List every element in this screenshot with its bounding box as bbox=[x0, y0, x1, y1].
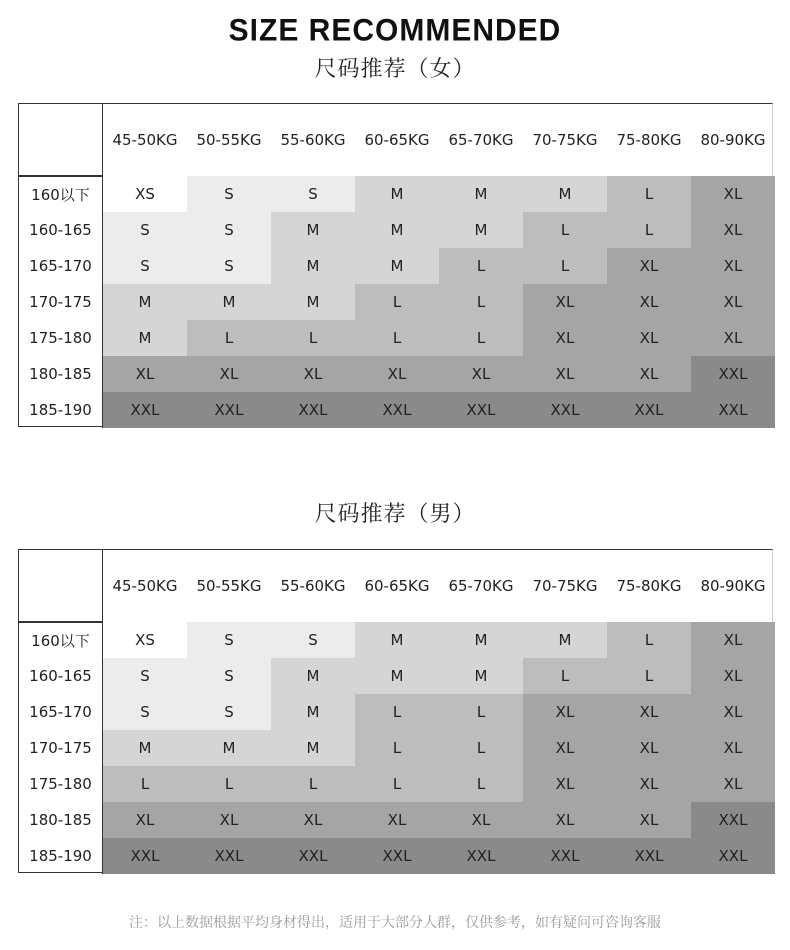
size-cell: L bbox=[187, 320, 271, 356]
size-cell: XL bbox=[523, 356, 607, 392]
size-cell: XL bbox=[607, 766, 691, 802]
size-cell: XL bbox=[271, 802, 355, 838]
women-size-table bbox=[18, 103, 773, 427]
weight-header: 60-65KG bbox=[364, 577, 430, 595]
size-cell: L bbox=[607, 658, 691, 694]
size-cell: L bbox=[439, 730, 523, 766]
size-cell: S bbox=[271, 622, 355, 658]
size-cell: XL bbox=[523, 766, 607, 802]
height-label: 170-175 bbox=[19, 284, 103, 320]
size-cell: M bbox=[103, 320, 187, 356]
height-label: 170-175 bbox=[19, 730, 103, 766]
size-cell: M bbox=[103, 284, 187, 320]
size-cell: XL bbox=[691, 284, 775, 320]
size-cell: S bbox=[103, 694, 187, 730]
weight-header: 65-70KG bbox=[448, 577, 514, 595]
size-cell: XXL bbox=[103, 392, 187, 428]
size-cell: XL bbox=[607, 320, 691, 356]
weight-header: 70-75KG bbox=[532, 131, 598, 149]
size-cell: XL bbox=[607, 802, 691, 838]
height-label: 160以下 bbox=[19, 622, 103, 658]
height-label: 175-180 bbox=[19, 766, 103, 802]
size-cell: L bbox=[607, 622, 691, 658]
size-cell: XXL bbox=[187, 392, 271, 428]
size-cell: XL bbox=[355, 356, 439, 392]
size-cell: S bbox=[187, 622, 271, 658]
weight-header: 60-65KG bbox=[364, 131, 430, 149]
weight-header: 75-80KG bbox=[616, 577, 682, 595]
footnote: 注：以上数据根据平均身材得出，适用于大部分人群，仅供参考，如有疑问可咨询客服 bbox=[129, 915, 661, 931]
size-cell: XS bbox=[103, 622, 187, 658]
size-cell: L bbox=[355, 284, 439, 320]
size-cell: XL bbox=[355, 802, 439, 838]
size-cell: XL bbox=[271, 356, 355, 392]
size-cell: XL bbox=[691, 176, 775, 212]
size-cell: M bbox=[439, 622, 523, 658]
height-label: 165-170 bbox=[19, 694, 103, 730]
size-cell: XXL bbox=[523, 392, 607, 428]
size-cell: L bbox=[439, 248, 523, 284]
size-cell: XL bbox=[607, 730, 691, 766]
size-cell: XXL bbox=[103, 838, 187, 874]
size-cell: S bbox=[103, 658, 187, 694]
weight-header: 55-60KG bbox=[280, 577, 346, 595]
height-label: 180-185 bbox=[19, 802, 103, 838]
size-cell: S bbox=[103, 248, 187, 284]
size-cell: XL bbox=[691, 212, 775, 248]
weight-header: 80-90KG bbox=[700, 577, 766, 595]
size-cell: M bbox=[187, 284, 271, 320]
size-cell: XXL bbox=[607, 392, 691, 428]
size-cell: XXL bbox=[691, 392, 775, 428]
size-cell: M bbox=[355, 622, 439, 658]
size-cell: M bbox=[271, 284, 355, 320]
size-cell: XL bbox=[439, 356, 523, 392]
weight-header: 75-80KG bbox=[616, 131, 682, 149]
size-cell: M bbox=[523, 622, 607, 658]
size-cell: XL bbox=[523, 320, 607, 356]
weight-header: 50-55KG bbox=[196, 577, 262, 595]
height-label: 165-170 bbox=[19, 248, 103, 284]
women-size-grid bbox=[19, 104, 772, 426]
size-cell: L bbox=[439, 284, 523, 320]
size-cell: XXL bbox=[271, 838, 355, 874]
size-cell: XXL bbox=[439, 392, 523, 428]
table-corner bbox=[19, 104, 103, 176]
size-cell: XL bbox=[691, 248, 775, 284]
size-cell: XL bbox=[607, 284, 691, 320]
size-cell: M bbox=[523, 176, 607, 212]
size-cell: L bbox=[607, 176, 691, 212]
height-label: 185-190 bbox=[19, 392, 103, 428]
size-cell: M bbox=[271, 248, 355, 284]
size-cell: XXL bbox=[523, 838, 607, 874]
size-cell: M bbox=[439, 658, 523, 694]
size-cell: M bbox=[271, 694, 355, 730]
weight-header: 65-70KG bbox=[448, 131, 514, 149]
size-cell: XL bbox=[103, 802, 187, 838]
size-cell: XL bbox=[691, 730, 775, 766]
size-cell: XXL bbox=[439, 838, 523, 874]
size-cell: M bbox=[439, 212, 523, 248]
size-cell: L bbox=[607, 212, 691, 248]
size-cell: S bbox=[103, 212, 187, 248]
women-subtitle: 尺码推荐（女） bbox=[314, 57, 476, 82]
size-cell: S bbox=[187, 212, 271, 248]
size-cell: L bbox=[355, 694, 439, 730]
size-cell: S bbox=[271, 176, 355, 212]
size-cell: L bbox=[103, 766, 187, 802]
height-label: 160-165 bbox=[19, 658, 103, 694]
size-cell: XL bbox=[691, 766, 775, 802]
size-cell: L bbox=[523, 248, 607, 284]
page-title: SIZE RECOMMENDED bbox=[228, 13, 562, 48]
height-label: 160-165 bbox=[19, 212, 103, 248]
size-cell: M bbox=[355, 176, 439, 212]
size-cell: XL bbox=[607, 248, 691, 284]
size-cell: XXL bbox=[355, 392, 439, 428]
size-cell: XL bbox=[691, 622, 775, 658]
size-cell: M bbox=[355, 248, 439, 284]
size-cell: XXL bbox=[691, 356, 775, 392]
weight-header: 80-90KG bbox=[700, 131, 766, 149]
size-cell: XL bbox=[607, 694, 691, 730]
size-cell: M bbox=[187, 730, 271, 766]
size-cell: XL bbox=[187, 802, 271, 838]
weight-header: 50-55KG bbox=[196, 131, 262, 149]
size-cell: L bbox=[355, 766, 439, 802]
size-cell: XXL bbox=[355, 838, 439, 874]
size-cell: XS bbox=[103, 176, 187, 212]
size-cell: XL bbox=[523, 802, 607, 838]
size-cell: XXL bbox=[691, 838, 775, 874]
size-cell: XL bbox=[523, 730, 607, 766]
size-cell: XL bbox=[691, 658, 775, 694]
size-cell: M bbox=[271, 212, 355, 248]
size-cell: L bbox=[523, 212, 607, 248]
height-label: 160以下 bbox=[19, 176, 103, 212]
men-size-table bbox=[18, 549, 773, 873]
size-cell: XXL bbox=[607, 838, 691, 874]
size-cell: XXL bbox=[271, 392, 355, 428]
size-cell: M bbox=[355, 658, 439, 694]
size-cell: L bbox=[355, 320, 439, 356]
weight-header: 55-60KG bbox=[280, 131, 346, 149]
table-corner bbox=[19, 550, 103, 622]
height-label: 175-180 bbox=[19, 320, 103, 356]
size-cell: XL bbox=[691, 320, 775, 356]
height-label: 180-185 bbox=[19, 356, 103, 392]
size-cell: M bbox=[355, 212, 439, 248]
size-cell: XL bbox=[607, 356, 691, 392]
size-cell: S bbox=[187, 248, 271, 284]
size-cell: L bbox=[523, 658, 607, 694]
size-cell: XL bbox=[103, 356, 187, 392]
size-cell: L bbox=[439, 694, 523, 730]
size-cell: XL bbox=[523, 284, 607, 320]
size-cell: L bbox=[271, 766, 355, 802]
size-cell: S bbox=[187, 176, 271, 212]
size-cell: XL bbox=[187, 356, 271, 392]
size-cell: S bbox=[187, 658, 271, 694]
weight-header: 45-50KG bbox=[112, 577, 178, 595]
size-cell: L bbox=[439, 766, 523, 802]
size-cell: XXL bbox=[691, 802, 775, 838]
size-cell: XL bbox=[439, 802, 523, 838]
size-cell: XXL bbox=[187, 838, 271, 874]
size-cell: XL bbox=[523, 694, 607, 730]
weight-header: 70-75KG bbox=[532, 577, 598, 595]
size-cell: L bbox=[439, 320, 523, 356]
size-cell: M bbox=[271, 658, 355, 694]
size-cell: M bbox=[439, 176, 523, 212]
weight-header: 45-50KG bbox=[112, 131, 178, 149]
size-cell: L bbox=[187, 766, 271, 802]
size-cell: M bbox=[103, 730, 187, 766]
size-cell: S bbox=[187, 694, 271, 730]
size-cell: L bbox=[271, 320, 355, 356]
size-cell: XL bbox=[691, 694, 775, 730]
men-subtitle: 尺码推荐（男） bbox=[314, 502, 476, 527]
size-cell: L bbox=[355, 730, 439, 766]
size-cell: M bbox=[271, 730, 355, 766]
height-label: 185-190 bbox=[19, 838, 103, 874]
men-size-grid bbox=[19, 550, 772, 872]
